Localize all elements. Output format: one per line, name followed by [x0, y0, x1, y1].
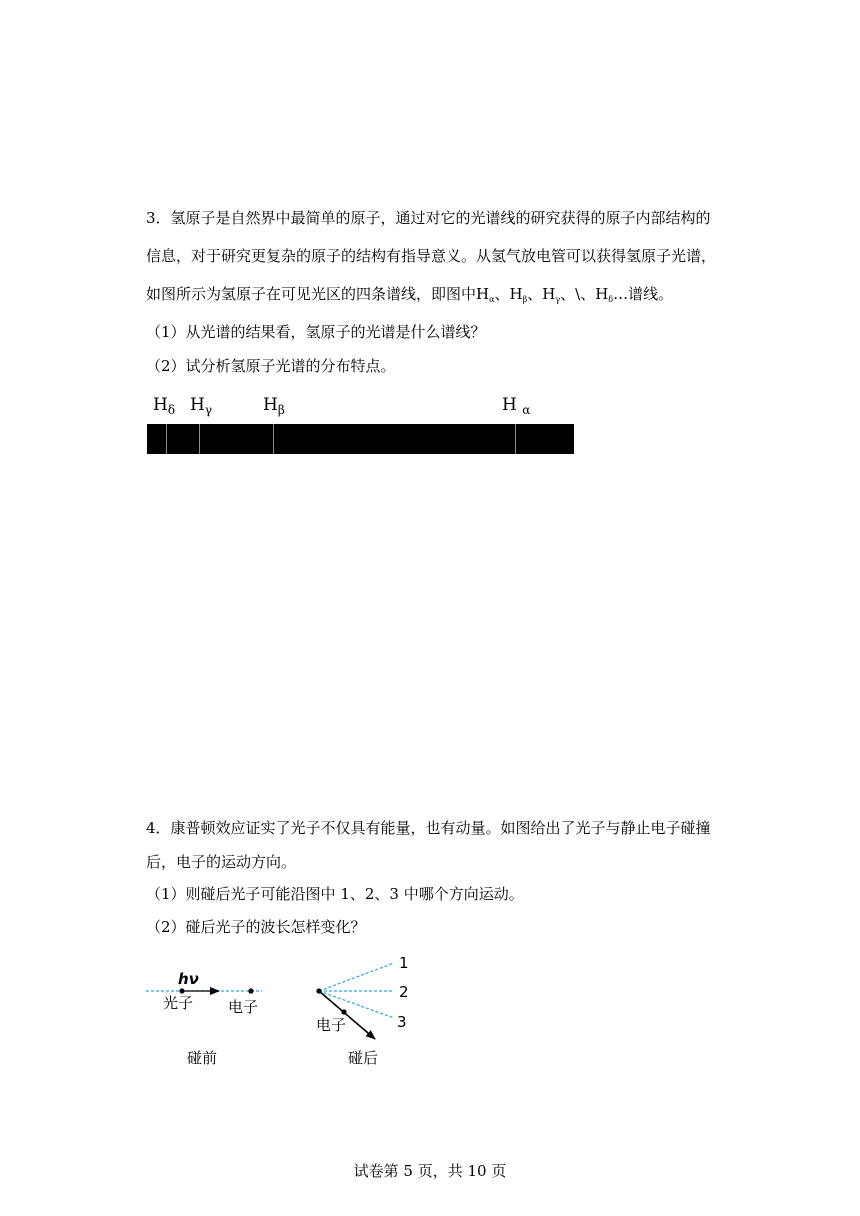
before-electron-label: 电子 — [228, 998, 259, 1016]
direction-2-label: 2 — [399, 983, 409, 1001]
spectrum-label-h-alpha: H $_\alpha$ — [502, 395, 531, 417]
before-caption: 碰前 — [187, 1049, 218, 1067]
h-gamma-sub: γ — [555, 295, 561, 304]
h-alpha-sub: α — [489, 295, 495, 304]
spectrum-label-h-delta: $H_\delta$ — [153, 395, 176, 417]
sep-3: 、\、 — [560, 285, 596, 303]
q3-subquestion-2: （2）试分析氢原子光谱的分布特点。 — [146, 357, 396, 375]
q4-line-2: 后，电子的运动方向。 — [146, 853, 297, 871]
before-photon-dot — [179, 988, 184, 993]
after-electron-label: 电子 — [316, 1016, 347, 1034]
h-alpha-h: H — [476, 285, 490, 303]
direction-1-label: 1 — [399, 954, 409, 972]
direction-3-label: 3 — [397, 1013, 407, 1031]
direction-3-line — [319, 991, 394, 1018]
sep-1: 、 — [494, 285, 510, 303]
sep-2: 、 — [527, 285, 543, 303]
after-electron-dot — [341, 1009, 346, 1014]
direction-1-line — [319, 963, 394, 991]
spectrum-label-h-beta: $H_\beta$ — [263, 395, 285, 417]
h-gamma-h: H — [542, 285, 556, 303]
q3-line-3-suffix: …谱线。 — [613, 285, 674, 303]
after-collision-point — [316, 988, 321, 993]
h-beta-h: H — [509, 285, 523, 303]
after-caption: 碰后 — [348, 1049, 379, 1067]
before-electron-dot — [248, 988, 253, 993]
hv-label: hν — [178, 970, 199, 988]
h-beta-sub: β — [522, 295, 528, 304]
q4-subquestion-2: （2）碰后光子的波长怎样变化？ — [146, 918, 366, 936]
q4-subquestion-1: （1）则碰后光子可能沿图中 1、2、3 中哪个方向运动。 — [146, 885, 524, 903]
before-photon-label: 光子 — [163, 994, 194, 1012]
q3-line-2: 信息，对于研究更复杂的原子的结构有指导意义。从氢气放电管可以获得氢原子光谱， — [146, 247, 717, 265]
h-delta-h: H — [595, 285, 609, 303]
h-delta-sub: δ — [608, 295, 614, 304]
page-footer: 试卷第 5 页，共 10 页 — [353, 1162, 507, 1180]
spectrum-label-h-gamma: $H_\gamma$ — [190, 395, 212, 417]
q4-line-1: 4．康普顿效应证实了光子不仅具有能量，也有动量。如图给出了光子与静止电子碰撞 — [146, 819, 711, 837]
q3-subquestion-1: （1）从光谱的结果看，氢原子的光谱是什么谱线？ — [146, 323, 486, 341]
q3-line-3-prefix: 如图所示为氢原子在可见光区的四条谱线，即图中 — [146, 285, 477, 303]
q3-line-1: 3．氢原子是自然界中最简单的原子，通过对它的光谱线的研究获得的原子内部结构的 — [146, 209, 711, 227]
